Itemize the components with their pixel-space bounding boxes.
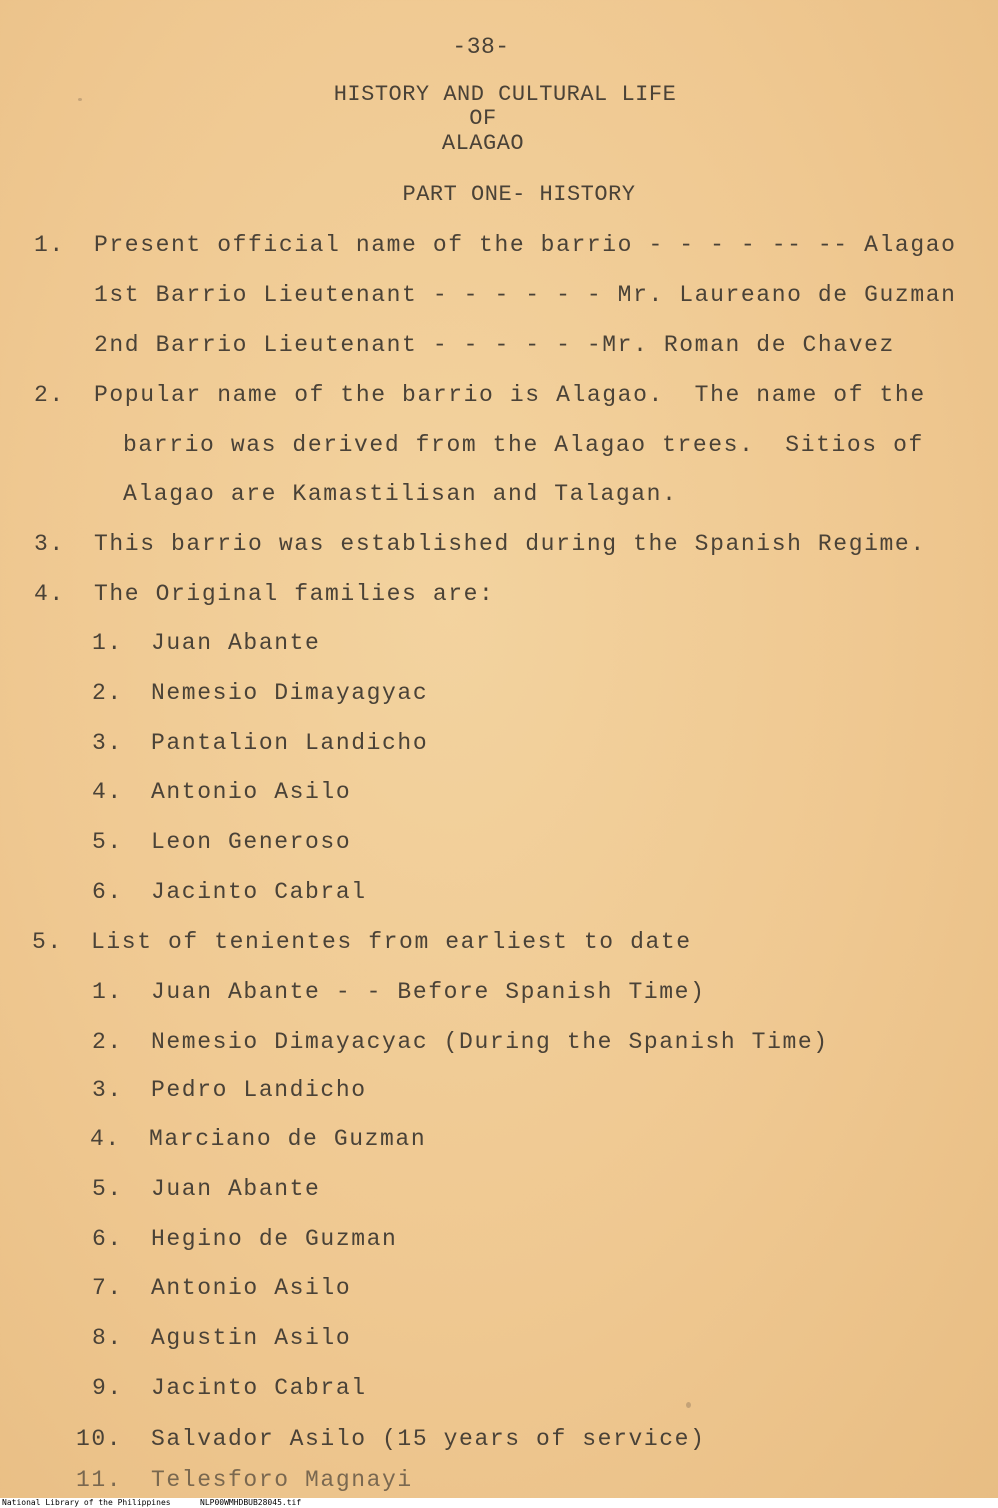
list-item-number: 2. xyxy=(92,680,123,706)
page-number: -38- xyxy=(452,34,510,60)
document-title: HISTORY AND CULTURAL LIFE xyxy=(333,82,677,107)
ink-speck xyxy=(686,1402,691,1408)
teniente-name: Salvador Asilo (15 years of service) xyxy=(151,1426,706,1452)
derivation-line: barrio was derived from the Alagao trees. Sitios of xyxy=(123,432,924,458)
item-number: 2. xyxy=(34,382,65,408)
first-lieutenant-line: 1st Barrio Lieutenant - - - - - - Mr. Laureano de Guzman xyxy=(94,282,957,308)
list-item-number: 6. xyxy=(92,879,123,905)
item-number: 3. xyxy=(34,531,65,557)
list-item-number: 5. xyxy=(92,829,123,855)
document-title-of: OF xyxy=(469,106,497,131)
list-item-number: 3. xyxy=(92,1077,123,1103)
popular-name-line: Popular name of the barrio is Alagao. The name of the xyxy=(94,382,926,408)
library-credit: National Library of the Philippines xyxy=(2,1498,171,1507)
teniente-name: Agustin Asilo xyxy=(151,1325,352,1351)
established-line: This barrio was established during the Spanish Regime. xyxy=(94,531,926,557)
list-item-number: 4. xyxy=(92,779,123,805)
list-item-number: 5. xyxy=(92,1176,123,1202)
list-item-number: 8. xyxy=(92,1325,123,1351)
list-item-number: 7. xyxy=(92,1275,123,1301)
teniente-name: Telesforo Magnayi xyxy=(151,1467,413,1493)
original-families-heading: The Original families are: xyxy=(94,581,495,607)
teniente-name: Nemesio Dimayacyac (During the Spanish Time) xyxy=(151,1029,829,1055)
list-item-number: 9. xyxy=(92,1375,123,1401)
list-item-number: 3. xyxy=(92,730,123,756)
item-number: 1. xyxy=(34,232,65,258)
item-number: 4. xyxy=(34,581,65,607)
document-title-place: ALAGAO xyxy=(441,131,525,156)
family-name: Leon Generoso xyxy=(151,829,352,855)
section-heading: PART ONE- HISTORY xyxy=(402,182,636,207)
teniente-name: Juan Abante - - Before Spanish Time) xyxy=(151,979,706,1005)
scan-filename: NLP00WMHDBUB28045.tif xyxy=(200,1498,302,1507)
family-name: Jacinto Cabral xyxy=(151,879,367,905)
list-item-number: 4. xyxy=(90,1126,121,1152)
list-item-number: 11. xyxy=(76,1467,123,1493)
family-name: Antonio Asilo xyxy=(151,779,352,805)
sitios-line: Alagao are Kamastilisan and Talagan. xyxy=(123,481,678,507)
official-name-line: Present official name of the barrio - - - - -- -- Alagao xyxy=(94,232,957,258)
list-item-number: 6. xyxy=(92,1226,123,1252)
teniente-name: Antonio Asilo xyxy=(151,1275,352,1301)
ink-speck xyxy=(78,98,82,101)
scan-footer xyxy=(0,1498,998,1508)
family-name: Pantalion Landicho xyxy=(151,730,429,756)
teniente-name: Marciano de Guzman xyxy=(149,1126,427,1152)
teniente-name: Jacinto Cabral xyxy=(151,1375,367,1401)
teniente-name: Juan Abante xyxy=(151,1176,321,1202)
list-item-number: 1. xyxy=(92,979,123,1005)
list-item-number: 10. xyxy=(76,1426,123,1452)
family-name: Nemesio Dimayagyac xyxy=(151,680,429,706)
teniente-name: Hegino de Guzman xyxy=(151,1226,398,1252)
list-item-number: 1. xyxy=(92,630,123,656)
teniente-name: Pedro Landicho xyxy=(151,1077,367,1103)
second-lieutenant-line: 2nd Barrio Lieutenant - - - - - -Mr. Roman de Chavez xyxy=(94,332,895,358)
item-number: 5. xyxy=(32,929,63,955)
list-item-number: 2. xyxy=(92,1029,123,1055)
tenientes-heading: List of tenientes from earliest to date xyxy=(91,929,692,955)
family-name: Juan Abante xyxy=(151,630,321,656)
